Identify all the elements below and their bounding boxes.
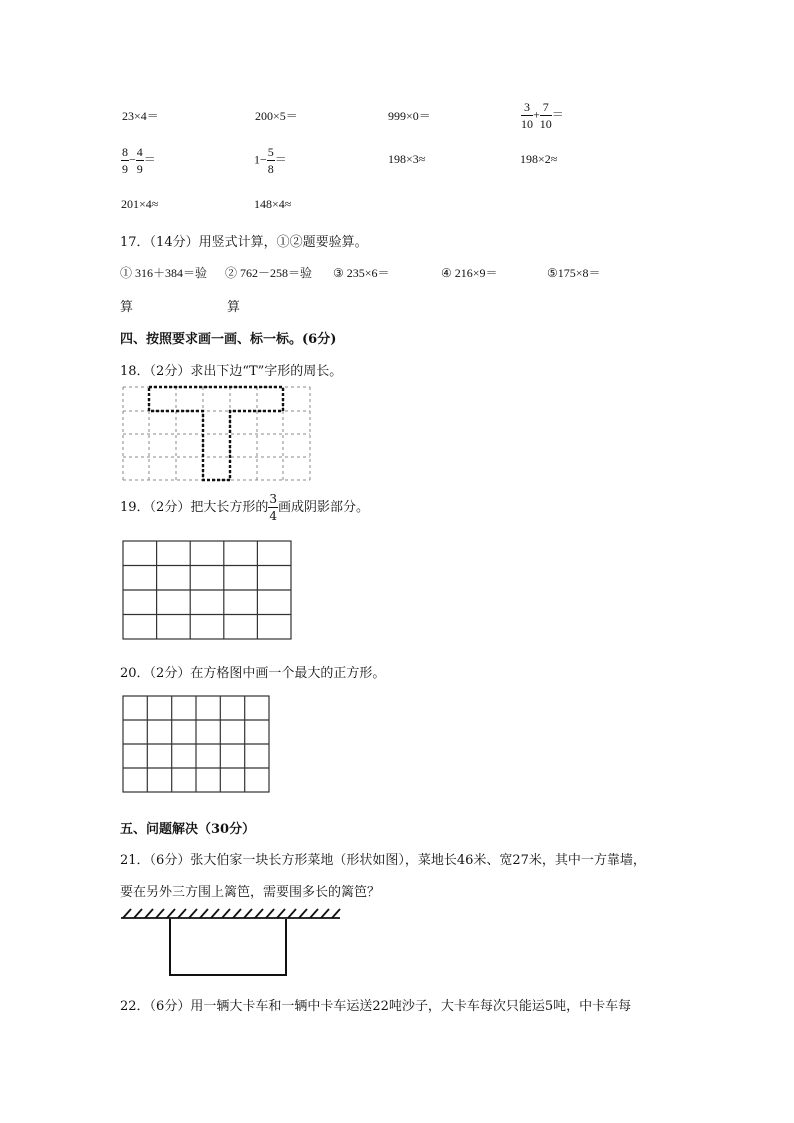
calc-item: 198×2≈ — [520, 152, 558, 166]
equals: ＝ — [143, 152, 156, 167]
equals: ＝ — [274, 152, 287, 167]
fraction: $\frac{5}{8}$ — [267, 145, 274, 176]
q19-text-post: 画成阴影部分。 — [277, 500, 369, 515]
q17-verify-label-2: 算 — [227, 300, 241, 315]
question-21-line-1: 21．（6分）张大伯家一块长方形菜地（形状如图），菜地长46米、宽27米，其中一方靠墙， — [120, 853, 646, 868]
question-22-text: 22．（6分）用一辆大卡车和一辆中卡车运送22吨沙子，大卡车每次只能运5吨，中卡车每 — [120, 999, 632, 1014]
square-grid-q20 — [122, 695, 272, 795]
fraction: $\frac{3}{10}$ — [521, 100, 533, 131]
question-20-text: 20．（2分）在方格图中画一个最大的正方形。 — [120, 666, 386, 681]
garden-wall-diagram — [118, 906, 344, 980]
fraction: $\frac{7}{10}$ — [539, 100, 552, 131]
fraction: $\frac{4}{9}$ — [136, 145, 143, 176]
question-21-line-2: 要在另外三方围上篱笆，需要围多长的篱笆？ — [120, 885, 381, 900]
calc-item: 200×5＝ — [255, 109, 298, 123]
equals: ＝ — [551, 107, 564, 122]
calc-item: 198×3≈ — [388, 152, 426, 166]
q17-item-3: ③ 235×6＝ — [333, 266, 390, 280]
operand: 1− — [254, 152, 267, 167]
fraction-expression — [121, 146, 156, 175]
fraction: $\frac{8}{9}$ — [122, 145, 128, 176]
q19-text-pre: 19．（2分）把大长方形的 — [120, 500, 269, 515]
section-5-heading: 五、问题解决（30分） — [120, 822, 256, 837]
fraction-expression — [521, 101, 564, 130]
q17-item-5: ⑤175×8＝ — [547, 266, 601, 280]
garden-fence — [170, 919, 286, 975]
section-4-heading: 四、按照要求画一画、标一标。(6分) — [120, 332, 337, 347]
calc-item: 148×4≈ — [254, 197, 292, 211]
fraction-expression — [254, 146, 287, 175]
q17-item-2: ② 762－258＝验 — [225, 266, 313, 280]
calc-item: 201×4≈ — [121, 197, 159, 211]
q17-item-1: ① 316＋384＝验 — [120, 266, 208, 280]
fraction: $\frac{3}{4}$ — [269, 492, 277, 523]
rectangle-grid-q19 — [122, 540, 294, 642]
question-18-text: 18．（2分）求出下边“T”字形的周长。 — [120, 364, 343, 379]
question-17-title: 17．（14分）用竖式计算，①②题要验算。 — [120, 235, 368, 250]
calc-item: 23×4＝ — [122, 109, 159, 123]
calc-item: 999×0＝ — [388, 109, 431, 123]
operator: − — [129, 152, 136, 167]
q17-verify-label-1: 算 — [120, 300, 134, 315]
question-19-text — [120, 493, 369, 522]
t-shape-grid — [118, 382, 314, 484]
operator: + — [533, 107, 540, 122]
q17-item-4: ④ 216×9＝ — [441, 266, 498, 280]
